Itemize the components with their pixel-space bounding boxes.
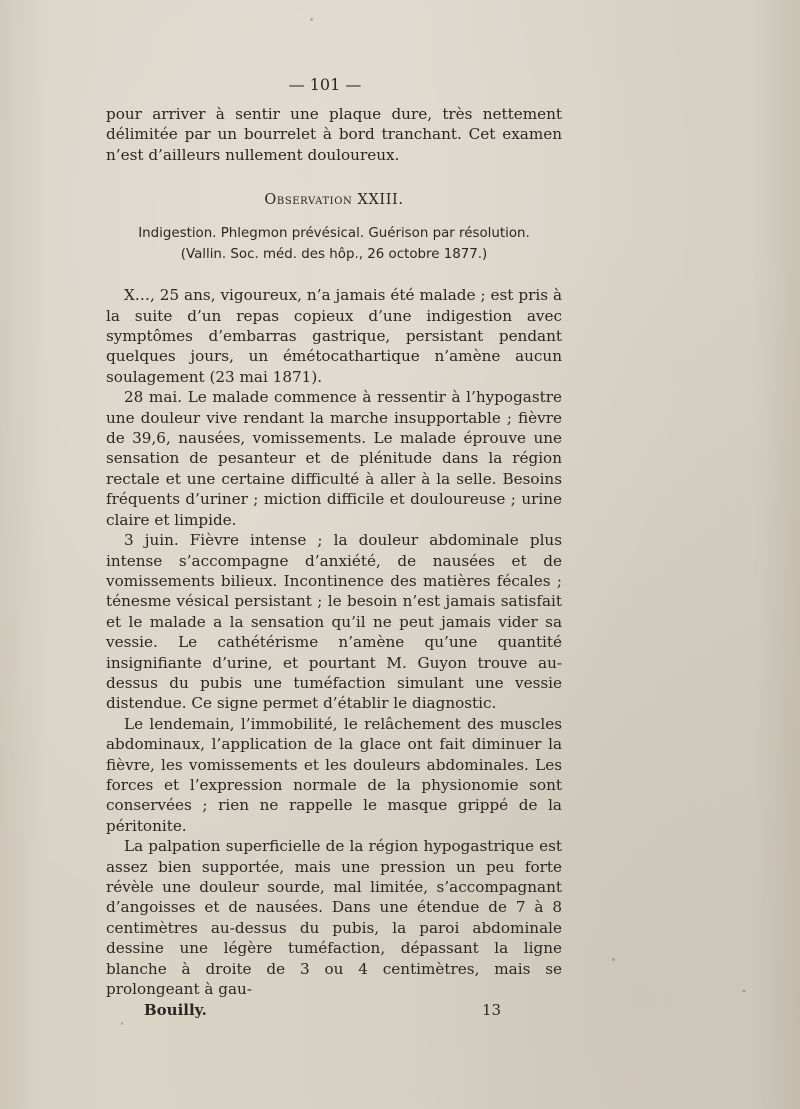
paragraph-3-juin: 3 juin. Fièvre intense ; la douleur abdominale plus intense s’accompagne d’anxiété, de nausées et de vomissements bilieux. Incontinence des matières fécales ; ténesme vésical persistant ; le besoin n’est jamais satisfait et le malade a la sensation qu’il ne peut jamais vider sa vessie. Le cathétérisme n’amène qu’une quantité insignifiante d’urine, et pourtant M. Guyon trouve au-dessus du pubis une tuméfaction simulant une vessie distendue. Ce signe permet d’établir le diagnostic. <box>106 531 562 713</box>
paragraph-lendemain: Le lendemain, l’immobilité, le relâchement des muscles abdominaux, l’application de la glace ont fait diminuer la fièvre, les vomissements et les douleurs abdominales. Les forces et l’expression normale de la physionomie sont conservées ; rien ne rappelle le masque grippé de la péritonite. <box>106 714 562 835</box>
subtitle-line-2: (Vallin. Soc. méd. des hôp., 26 octobre 1877.) <box>180 247 488 263</box>
signature-author: Bouilly. <box>144 1001 207 1020</box>
page-footer <box>106 1001 562 1023</box>
paper-speck <box>310 18 313 21</box>
page-number: — 101 — <box>288 75 362 94</box>
subtitle-line-1: Indigestion. Phlegmon prévésical. Guérison par résolution. <box>138 226 530 242</box>
paragraph-palpation: La palpation superficielle de la région hypogastrique est assez bien supportée, mais une pression un peu forte révèle une douleur sourde, mal limitée, s’accompagnant d’angoisses et de nausées. Dans une étendue de 7 à 8 centimètres au-dessus du pubis, la paroi abdominale dessine une légère tuméfaction, dépassant la ligne blanche à droite de 3 ou 4 centimètres, mais se prolongeant à gau- <box>106 837 562 999</box>
page-content <box>106 72 562 1023</box>
opening-paragraph: pour arriver à sentir une plaque dure, très nettement délimitée par un bourrelet à bord tranchant. Cet examen n’est d’ailleurs nullement douloureux. <box>106 105 562 164</box>
paragraph-patient-history: X…, 25 ans, vigoureux, n’a jamais été malade ; est pris à la suite d’un repas copieux d’une indigestion avec symptômes d’embarras gastrique, persistant pendant quelques jours, un émétocathartique n’amène aucun soulagement (23 mai 1871). <box>106 286 562 386</box>
paragraph-28-mai: 28 mai. Le malade commence à ressentir à l’hypogastre une douleur vive rendant la marche insupportable ; fièvre de 39,6, nausées, vomissements. Le malade éprouve une sensation de pesanteur et de plénitude dans la région rectale et une certaine difficulté à aller à la selle. Besoins fréquents d’uriner ; miction difficile et douloureuse ; urine claire et limpide. <box>106 388 562 529</box>
observation-subtitle <box>106 223 562 265</box>
paper-speck <box>612 958 615 961</box>
observation-title: Observation XXIII. <box>264 192 404 209</box>
paper-speck <box>742 990 746 992</box>
signature-number: 13 <box>482 1001 502 1020</box>
